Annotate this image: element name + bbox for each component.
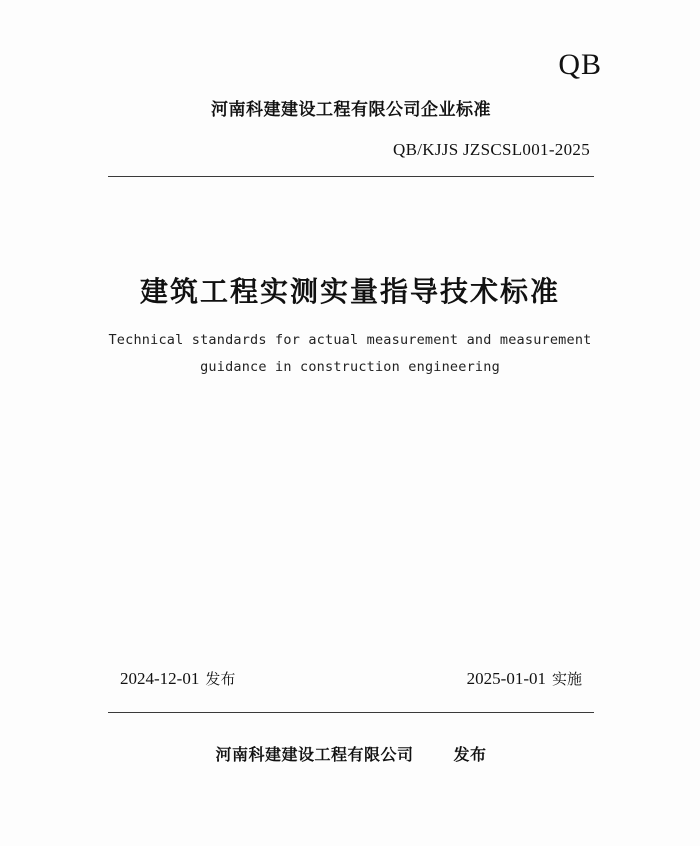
effective-date-value: 2025-01-01 — [466, 669, 546, 688]
effective-date-item — [467, 668, 582, 689]
standard-code-row — [108, 140, 594, 160]
publisher-row — [108, 742, 594, 765]
qb-mark: QB — [558, 48, 602, 81]
header-divider — [108, 176, 594, 177]
document-title-cn: 建筑工程实测实量指导技术标准 — [139, 275, 560, 308]
effective-date-label: 实施 — [551, 670, 582, 688]
publisher-name: 河南科建建设工程有限公司 — [215, 745, 414, 764]
issue-date-label: 发布 — [205, 670, 236, 688]
document-title-en — [60, 327, 640, 381]
footer-divider — [108, 712, 594, 713]
issue-date-value: 2024-12-01 — [120, 669, 200, 688]
document-title-en-line2: guidance in construction engineering — [200, 359, 500, 376]
standard-code: QB/KJJS JZSCSL001-2025 — [393, 139, 590, 159]
standard-header-block — [108, 98, 594, 160]
issue-date-item — [120, 668, 235, 689]
publisher-action: 发布 — [453, 745, 487, 764]
dates-row — [108, 668, 594, 689]
document-title-en-line1: Technical standards for actual measurement and measurement — [108, 332, 592, 349]
title-block — [60, 272, 640, 381]
company-standard-title: 河南科建建设工程有限公司企业标准 — [211, 100, 491, 120]
